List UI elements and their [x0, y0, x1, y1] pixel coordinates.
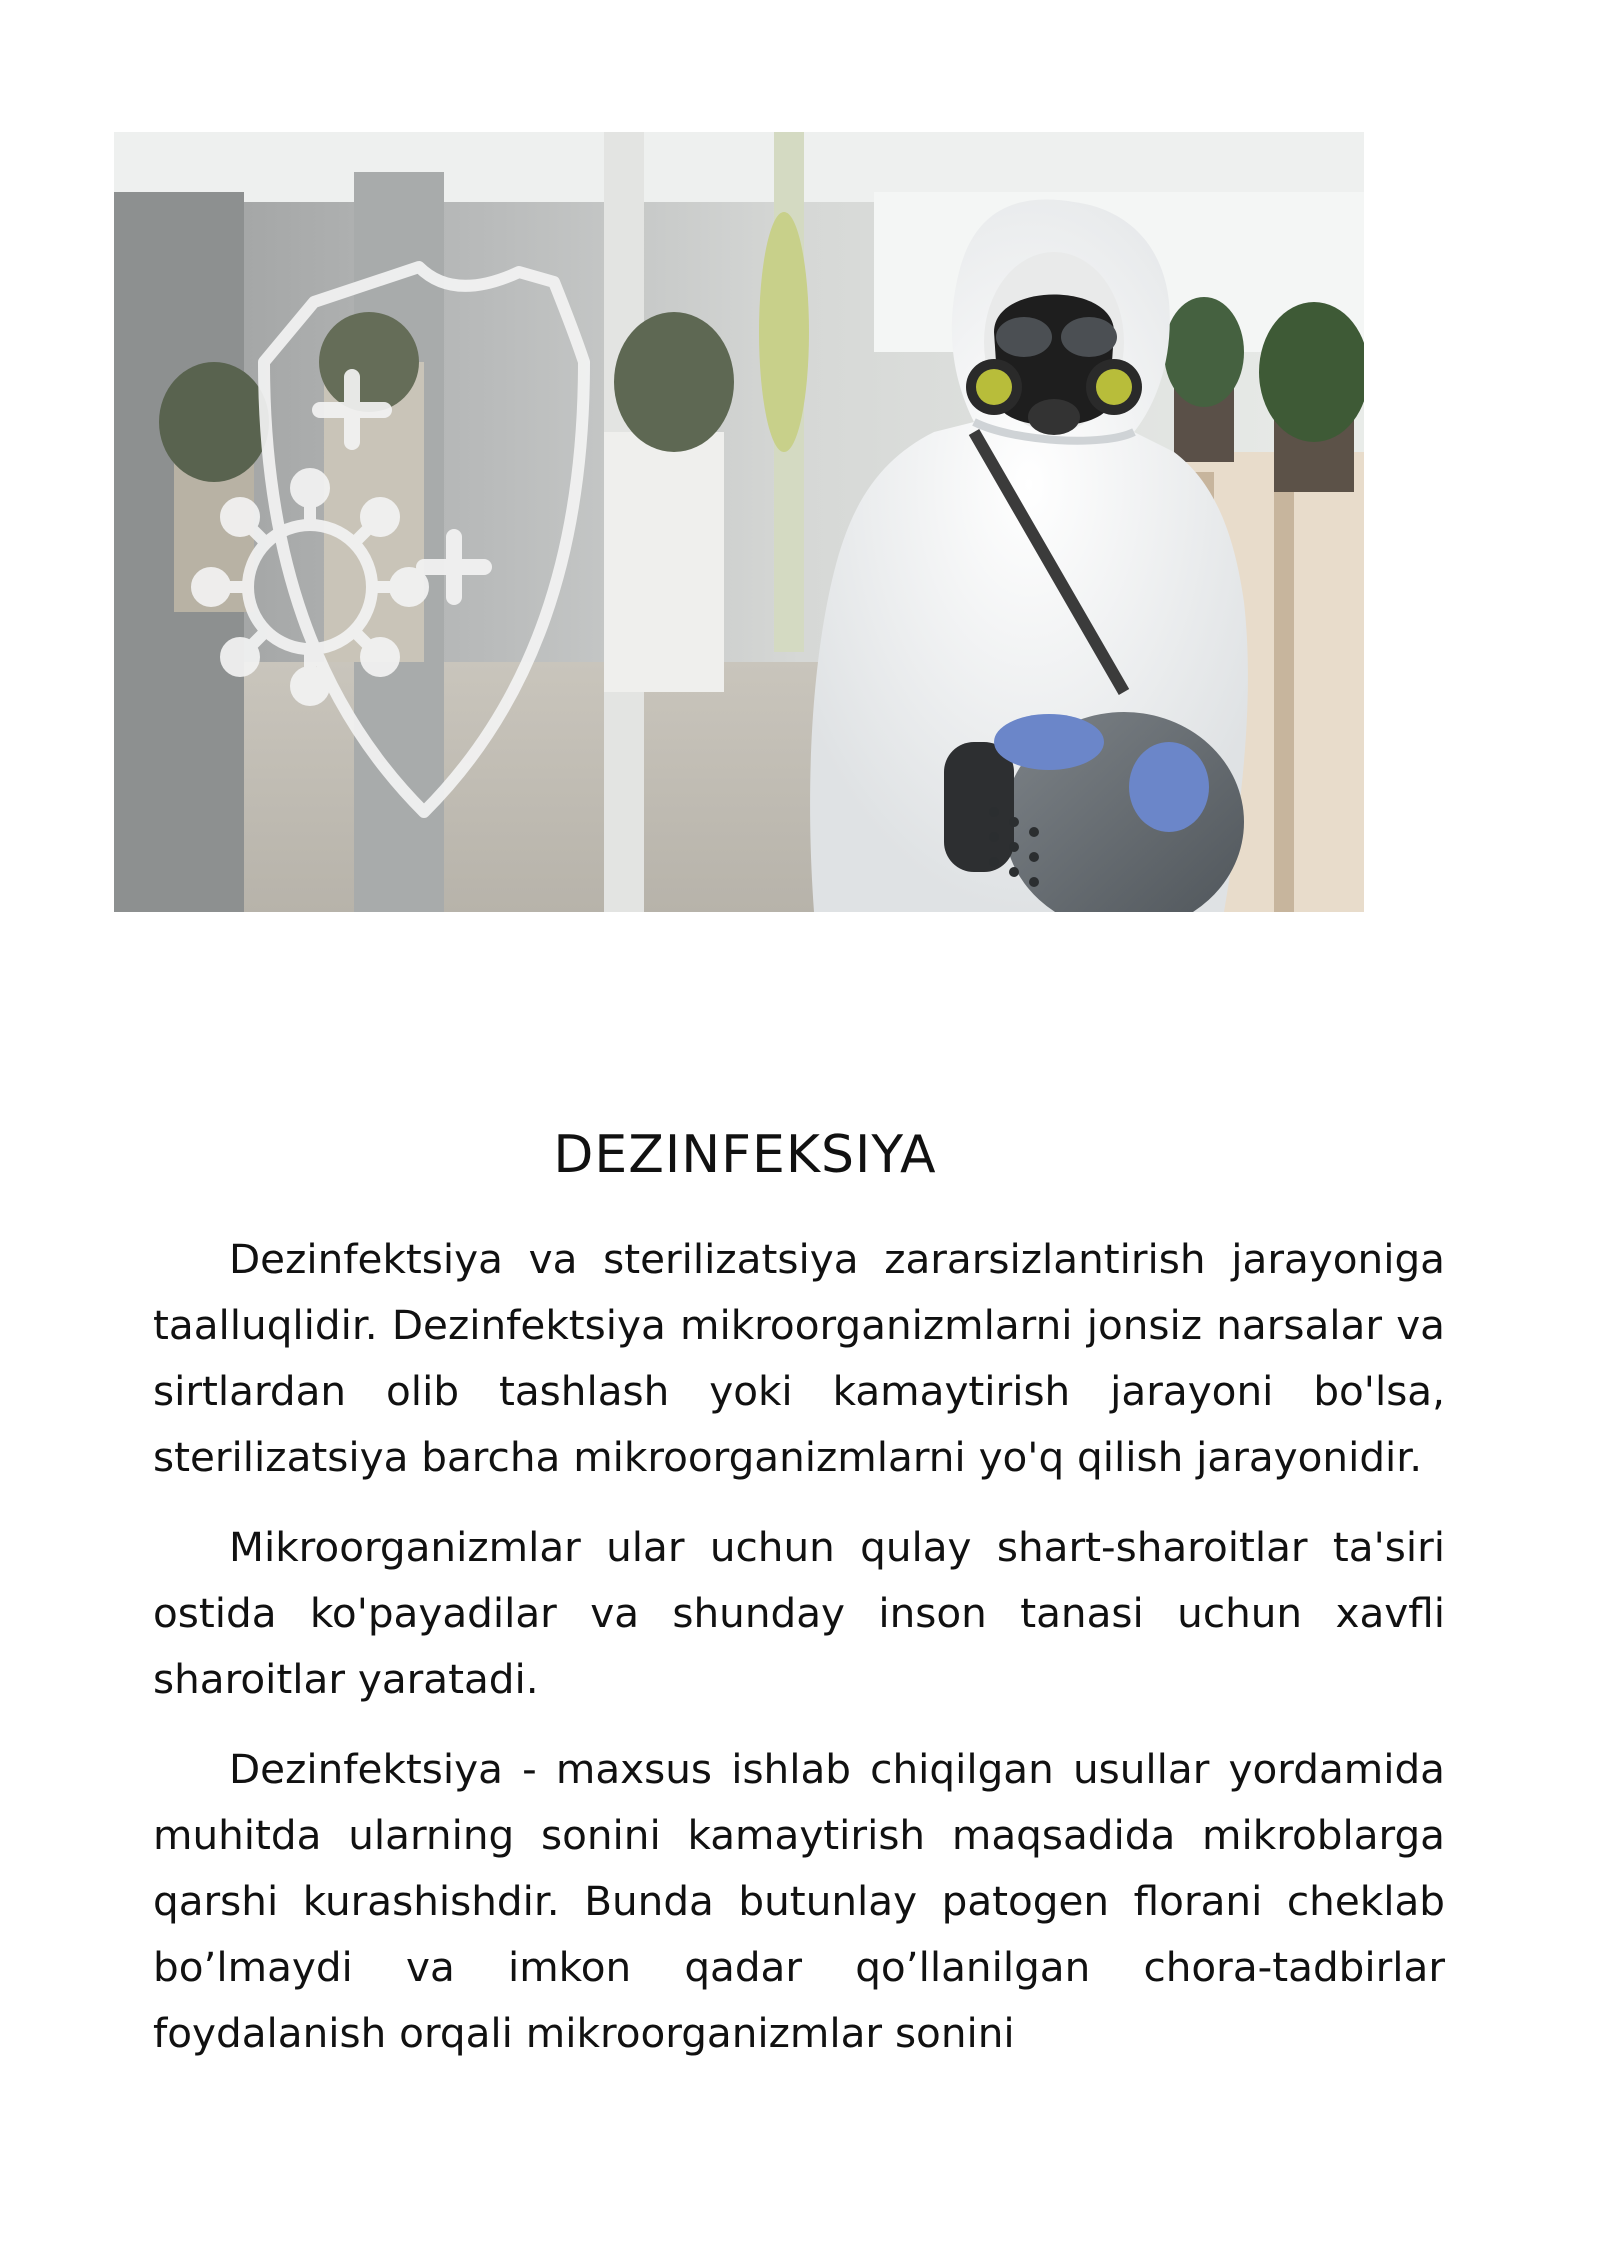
document-title: DEZINFEKSIYA [553, 1125, 937, 1185]
hero-image [114, 132, 1364, 912]
paragraph: Mikroorganizmlar ular uchun qulay shart-sharoitlar ta'siri ostida ko'payadilar va shunday inson tanasi uchun xavfli sharoitlar yaratadi. [153, 1523, 1445, 1703]
document-body [153, 1226, 1445, 2090]
paragraph: Dezinfektsiya - maxsus ishlab chiqilgan usullar yordamida muhitda ularning sonini kamaytirish maqsadida mikroblarga qarshi kurashishdir. Bunda butunlay patogen florani cheklab bo’lmaydi va imkon qadar qo’llanilgan chora-tadbirlar foydalanish orqali mikroorganizmlar sonini [153, 1745, 1445, 2057]
disinfection-photo [114, 132, 1364, 912]
paragraph: Dezinfektsiya va sterilizatsiya zararsizlantirish jarayoniga taalluqlidir. Dezinfektsiya mikroorganizmlarni jonsiz narsalar va sirtlardan olib tashlash yoki kamaytirish jarayoni bo'lsa, sterilizatsiya barcha mikroorganizmlarni yo'q qilish jarayonidir. [153, 1235, 1445, 1481]
